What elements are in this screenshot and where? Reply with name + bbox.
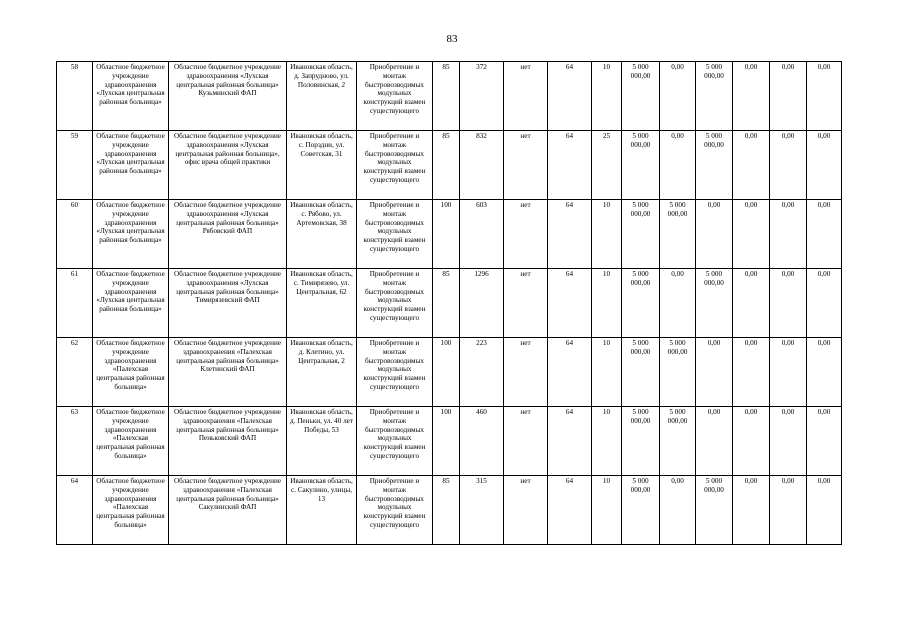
facility-name: Областное бюджетное учреждение здравоохранения «Палехская центральная районная больница» Клетинский ФАП xyxy=(169,338,287,407)
table-row xyxy=(57,200,842,269)
value-col-9: 64 xyxy=(548,62,592,131)
facility-name: Областное бюджетное учреждение здравоохранения «Палехская центральная районная больница» Сакулинский ФАП xyxy=(169,476,287,545)
value-col-7: 832 xyxy=(460,131,504,200)
work-description: Приобретение и монтаж быстровозводимых модульных конструкций взамен существующего xyxy=(357,131,433,200)
owner-institution: Областное бюджетное учреждение здравоохранения «Лухская центральная районная больница» xyxy=(93,269,169,338)
facility-address: Ивановская область, с. Сакулино, улицы, 13 xyxy=(287,476,357,545)
row-number: 64 xyxy=(57,476,93,545)
value-col-10: 10 xyxy=(592,200,622,269)
amount-col-13: 5 000 000,00 xyxy=(696,476,733,545)
amount-col-12: 5 000 000,00 xyxy=(660,338,696,407)
value-col-10: 10 xyxy=(592,338,622,407)
amount-total: 5 000 000,00 xyxy=(622,407,660,476)
amount-col-14: 0,00 xyxy=(733,338,770,407)
owner-institution: Областное бюджетное учреждение здравоохранения «Палехская центральная районная больница» xyxy=(93,407,169,476)
amount-col-14: 0,00 xyxy=(733,269,770,338)
row-number: 60 xyxy=(57,200,93,269)
work-description: Приобретение и монтаж быстровозводимых модульных конструкций взамен существующего xyxy=(357,407,433,476)
amount-col-15: 0,00 xyxy=(770,269,807,338)
amount-col-15: 0,00 xyxy=(770,200,807,269)
facility-address: Ивановская область, с. Порздни, ул. Советская, 31 xyxy=(287,131,357,200)
amount-col-14: 0,00 xyxy=(733,131,770,200)
value-col-8: нет xyxy=(504,338,548,407)
value-col-9: 64 xyxy=(548,476,592,545)
value-col-6: 85 xyxy=(433,269,460,338)
table-body xyxy=(57,62,842,545)
amount-col-16: 0,00 xyxy=(807,407,842,476)
facility-name: Областное бюджетное учреждение здравоохранения «Палехская центральная районная больница» Пеньковский ФАП xyxy=(169,407,287,476)
value-col-8: нет xyxy=(504,269,548,338)
amount-col-13: 5 000 000,00 xyxy=(696,131,733,200)
work-description: Приобретение и монтаж быстровозводимых модульных конструкций взамен существующего xyxy=(357,200,433,269)
work-description: Приобретение и монтаж быстровозводимых модульных конструкций взамен существующего xyxy=(357,269,433,338)
value-col-9: 64 xyxy=(548,131,592,200)
amount-col-16: 0,00 xyxy=(807,338,842,407)
amount-col-12: 0,00 xyxy=(660,131,696,200)
amount-total: 5 000 000,00 xyxy=(622,269,660,338)
amount-col-13: 0,00 xyxy=(696,407,733,476)
amount-col-12: 0,00 xyxy=(660,269,696,338)
table-row xyxy=(57,476,842,545)
value-col-7: 603 xyxy=(460,200,504,269)
value-col-8: нет xyxy=(504,476,548,545)
amount-col-15: 0,00 xyxy=(770,131,807,200)
facility-address: Ивановская область, с. Рябово, ул. Артемовская, 38 xyxy=(287,200,357,269)
facility-name: Областное бюджетное учреждение здравоохранения «Лухская центральная районная больница», офис врача общей практики xyxy=(169,131,287,200)
value-col-10: 10 xyxy=(592,269,622,338)
amount-col-15: 0,00 xyxy=(770,62,807,131)
table-row xyxy=(57,407,842,476)
amount-total: 5 000 000,00 xyxy=(622,131,660,200)
amount-col-12: 5 000 000,00 xyxy=(660,200,696,269)
value-col-10: 10 xyxy=(592,407,622,476)
amount-col-14: 0,00 xyxy=(733,476,770,545)
amount-col-13: 5 000 000,00 xyxy=(696,62,733,131)
row-number: 58 xyxy=(57,62,93,131)
amount-col-16: 0,00 xyxy=(807,476,842,545)
work-description: Приобретение и монтаж быстровозводимых модульных конструкций взамен существующего xyxy=(357,476,433,545)
value-col-6: 85 xyxy=(433,62,460,131)
amount-col-13: 0,00 xyxy=(696,200,733,269)
facility-address: Ивановская область, с. Тимирязево, ул. Центральная, 62 xyxy=(287,269,357,338)
amount-col-15: 0,00 xyxy=(770,338,807,407)
row-number: 63 xyxy=(57,407,93,476)
amount-total: 5 000 000,00 xyxy=(622,338,660,407)
value-col-8: нет xyxy=(504,200,548,269)
amount-col-14: 0,00 xyxy=(733,62,770,131)
work-description: Приобретение и монтаж быстровозводимых модульных конструкций взамен существующего xyxy=(357,62,433,131)
row-number: 61 xyxy=(57,269,93,338)
value-col-10: 25 xyxy=(592,131,622,200)
value-col-7: 372 xyxy=(460,62,504,131)
page-number: 83 xyxy=(446,33,458,45)
facility-name: Областное бюджетное учреждение здравоохранения «Лухская центральная районная больница» Тимирязевский ФАП xyxy=(169,269,287,338)
value-col-6: 100 xyxy=(433,407,460,476)
owner-institution: Областное бюджетное учреждение здравоохранения «Лухская центральная районная больница» xyxy=(93,131,169,200)
facility-address: Ивановская область, д. Клетино, ул. Центральная, 2 xyxy=(287,338,357,407)
value-col-9: 64 xyxy=(548,200,592,269)
value-col-7: 1296 xyxy=(460,269,504,338)
table-row xyxy=(57,131,842,200)
amount-col-12: 0,00 xyxy=(660,62,696,131)
table-row xyxy=(57,338,842,407)
row-number: 59 xyxy=(57,131,93,200)
facility-name: Областное бюджетное учреждение здравоохранения «Лухская центральная районная больница» Кузьминский ФАП xyxy=(169,62,287,131)
amount-col-16: 0,00 xyxy=(807,131,842,200)
amount-col-16: 0,00 xyxy=(807,269,842,338)
value-col-6: 100 xyxy=(433,200,460,269)
amount-total: 5 000 000,00 xyxy=(622,200,660,269)
amount-col-15: 0,00 xyxy=(770,476,807,545)
facility-name: Областное бюджетное учреждение здравоохранения «Лухская центральная районная больница» Рябовский ФАП xyxy=(169,200,287,269)
facility-address: Ивановская область, д. Запрудново, ул. Половинская, 2 xyxy=(287,62,357,131)
amount-col-14: 0,00 xyxy=(733,407,770,476)
value-col-9: 64 xyxy=(548,407,592,476)
table-row xyxy=(57,62,842,131)
value-col-10: 10 xyxy=(592,62,622,131)
value-col-8: нет xyxy=(504,131,548,200)
value-col-7: 223 xyxy=(460,338,504,407)
amount-col-12: 0,00 xyxy=(660,476,696,545)
owner-institution: Областное бюджетное учреждение здравоохранения «Палехская центральная районная больница» xyxy=(93,476,169,545)
value-col-6: 100 xyxy=(433,338,460,407)
amount-col-16: 0,00 xyxy=(807,200,842,269)
value-col-9: 64 xyxy=(548,338,592,407)
amount-col-12: 5 000 000,00 xyxy=(660,407,696,476)
amount-col-13: 0,00 xyxy=(696,338,733,407)
table-row xyxy=(57,269,842,338)
amount-col-13: 5 000 000,00 xyxy=(696,269,733,338)
value-col-8: нет xyxy=(504,407,548,476)
value-col-8: нет xyxy=(504,62,548,131)
value-col-7: 460 xyxy=(460,407,504,476)
value-col-10: 10 xyxy=(592,476,622,545)
row-number: 62 xyxy=(57,338,93,407)
facilities-table xyxy=(56,61,842,545)
owner-institution: Областное бюджетное учреждение здравоохранения «Лухская центральная районная больница» xyxy=(93,200,169,269)
amount-total: 5 000 000,00 xyxy=(622,62,660,131)
amount-col-15: 0,00 xyxy=(770,407,807,476)
amount-total: 5 000 000,00 xyxy=(622,476,660,545)
facility-address: Ивановская область, д. Пеньки, ул. 40 лет Победы, 53 xyxy=(287,407,357,476)
work-description: Приобретение и монтаж быстровозводимых модульных конструкций взамен существующего xyxy=(357,338,433,407)
owner-institution: Областное бюджетное учреждение здравоохранения «Палехская центральная районная больница» xyxy=(93,338,169,407)
amount-col-14: 0,00 xyxy=(733,200,770,269)
amount-col-16: 0,00 xyxy=(807,62,842,131)
value-col-6: 85 xyxy=(433,131,460,200)
owner-institution: Областное бюджетное учреждение здравоохранения «Лухская центральная районная больница» xyxy=(93,62,169,131)
value-col-9: 64 xyxy=(548,269,592,338)
value-col-6: 85 xyxy=(433,476,460,545)
value-col-7: 315 xyxy=(460,476,504,545)
